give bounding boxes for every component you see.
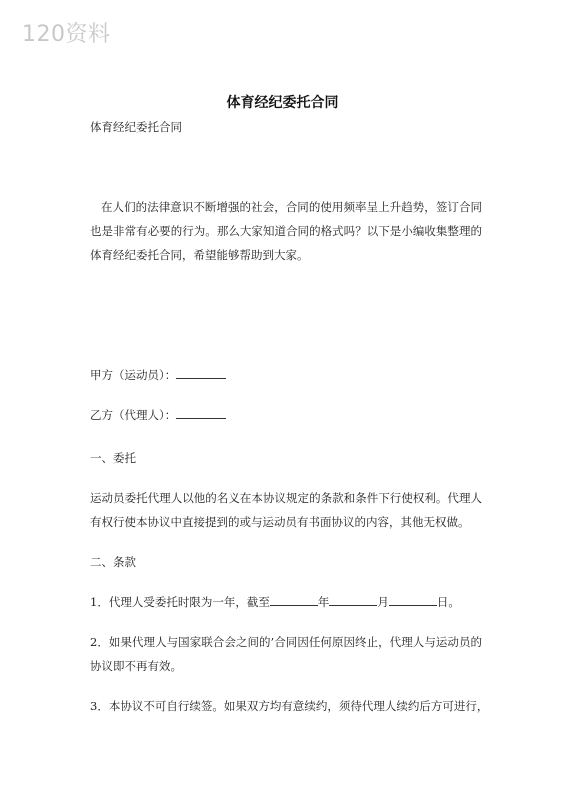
day-label: 日。: [436, 595, 460, 609]
year-label: 年: [317, 595, 330, 609]
intro-paragraph: 在人们的法律意识不断增强的社会，合同的使用频率呈上升趋势，签订合同也是非常有必要的行为。那么大家知道合同的格式吗？以下是小编收集整理的体育经纪委托合同，希望能够帮助到大家。: [90, 200, 482, 262]
section2-heading: 二、条款: [90, 555, 136, 569]
year-blank: [270, 593, 318, 606]
clause-2: 2．如果代理人与国家联合会之间的’合同因任何原因终止，代理人与运动员的协议即不再有效。: [90, 635, 482, 673]
party-b-blank: [176, 406, 226, 419]
party-b-line: [90, 403, 226, 427]
watermark-logo: 120资料: [22, 22, 111, 47]
day-blank: [389, 593, 437, 606]
section1-heading: 一、委托: [90, 451, 136, 465]
section1-paragraph: 运动员委托代理人以他的名义在本协议规定的条款和条件下行使权利。代理人有权行使本协议中直接提到的或与运动员有书面协议的内容，其他无权做。: [90, 491, 482, 529]
month-blank: [329, 593, 377, 606]
clause-1-text: 1．代理人受委托时限为一年，截至: [90, 595, 270, 609]
clause-1: [90, 590, 460, 614]
month-label: 月: [377, 595, 389, 609]
party-a-blank: [176, 366, 226, 379]
clause-3: 3．本协议不可自行续签。如果双方均有意续约，须待代理人续约后方可进行，: [90, 699, 489, 713]
party-b-label: 乙方（代理人）：: [90, 408, 177, 422]
document-title: 体育经纪委托合同: [226, 95, 339, 111]
party-a-line: [90, 363, 226, 387]
party-a-label: 甲方（运动员）：: [90, 368, 177, 382]
document-subtitle: 体育经纪委托合同: [90, 120, 182, 134]
